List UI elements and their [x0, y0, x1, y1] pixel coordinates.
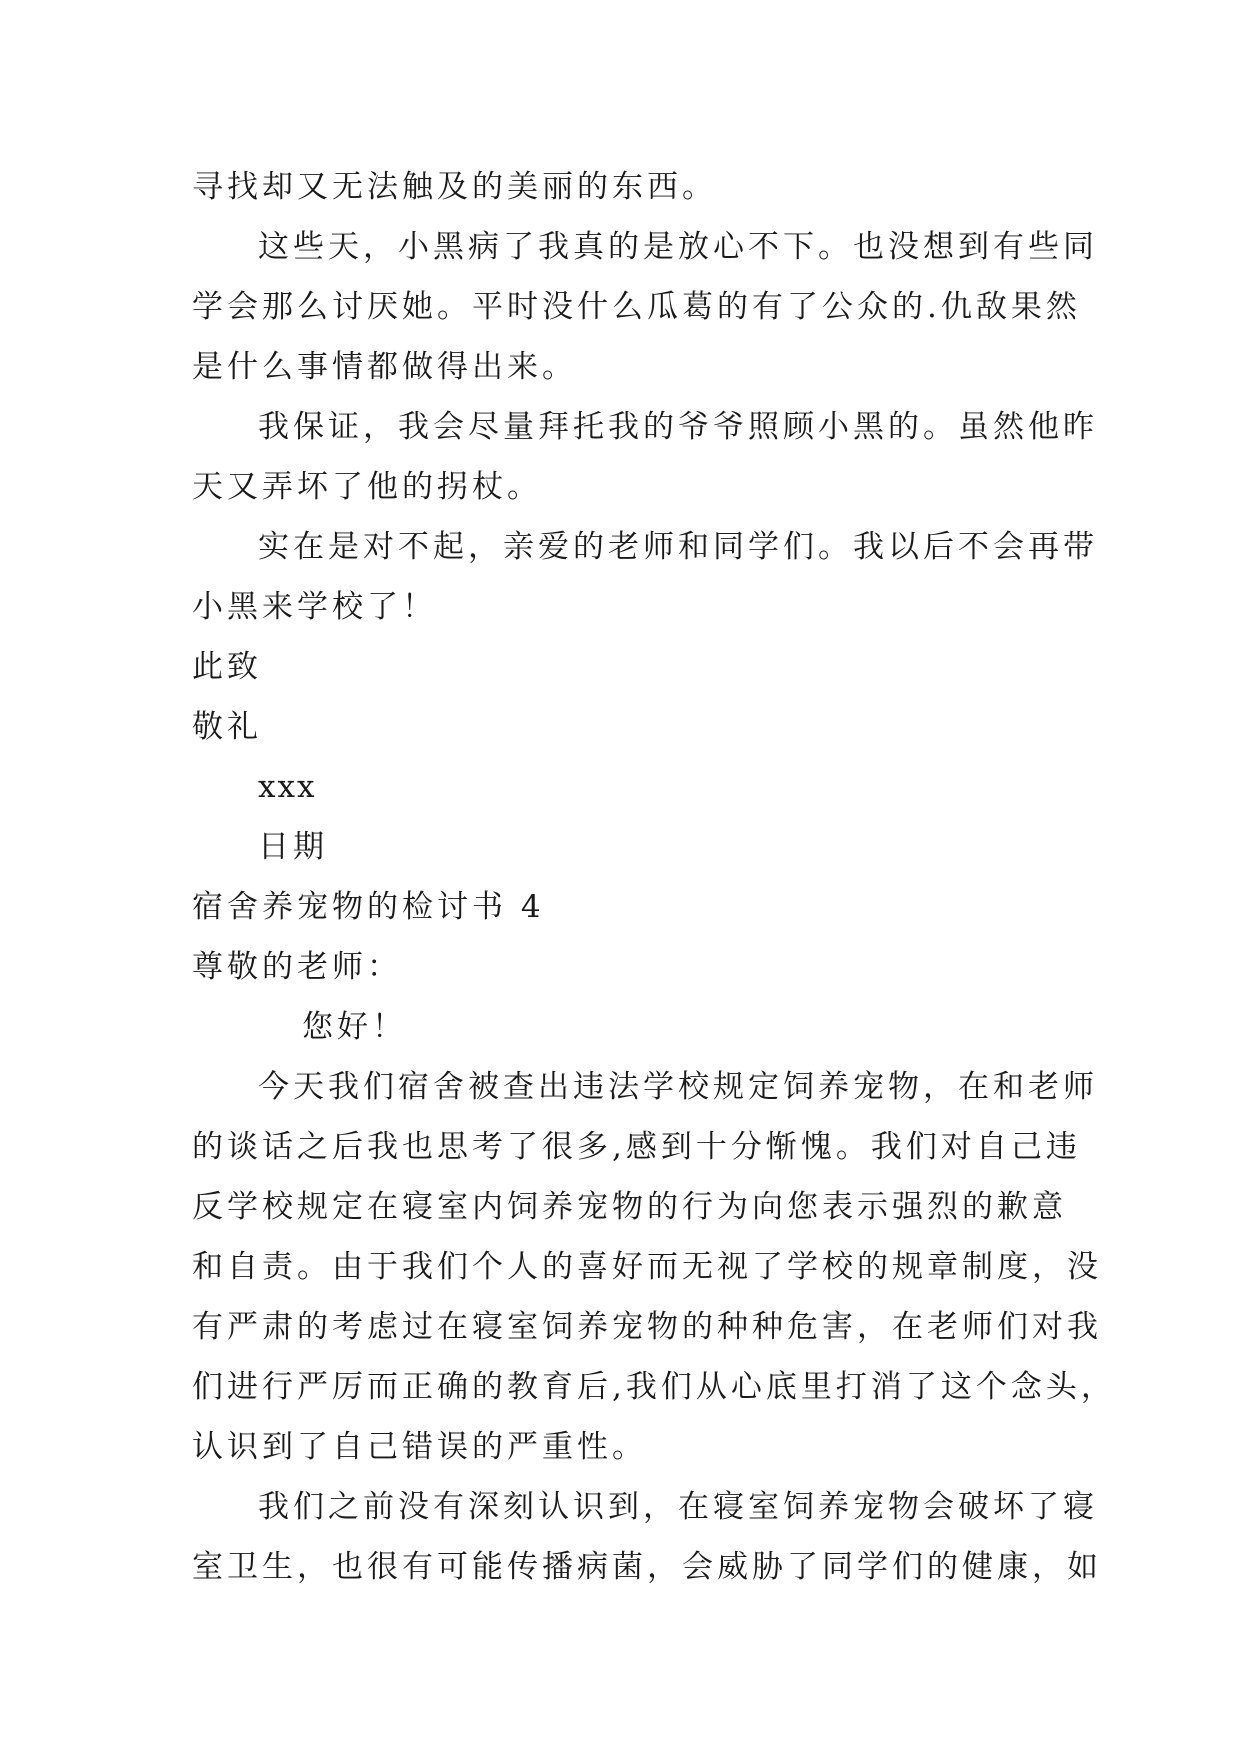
- paragraph-line: 室卫生，也很有可能传播病菌，会威胁了同学们的健康，如: [192, 1549, 1102, 1585]
- paragraph-line: 寻找却又无法触及的美丽的东西。: [192, 169, 717, 205]
- section-title: 宿舍养宠物的检讨书 4: [192, 889, 545, 925]
- paragraph-line: 认识到了自己错误的严重性。: [192, 1429, 647, 1465]
- signature-name: xxx: [258, 769, 317, 805]
- paragraph-line: 的谈话之后我也思考了很多,感到十分惭愧。我们对自己违: [192, 1129, 1081, 1165]
- closing-salutation: 此致: [192, 649, 262, 685]
- paragraph-line: 今天我们宿舍被查出违法学校规定饲养宠物，在和老师: [258, 1069, 1098, 1105]
- letter-greeting: 尊敬的老师：: [192, 949, 402, 985]
- signature-date: 日期: [258, 829, 328, 865]
- paragraph-line: 学会那么讨厌她。平时没什么瓜葛的有了公众的.仇敌果然: [192, 289, 1081, 325]
- paragraph-line: 们进行严厉而正确的教育后,我们从心底里打消了这个念头，: [192, 1369, 1116, 1405]
- paragraph-line: 天又弄坏了他的拐杖。: [192, 469, 542, 505]
- paragraph-line: 这些天，小黑病了我真的是放心不下。也没想到有些同: [258, 229, 1098, 265]
- document-body: [192, 157, 1116, 1597]
- paragraph-line: 反学校规定在寝室内饲养宠物的行为向您表示强烈的歉意: [192, 1189, 1067, 1225]
- paragraph-line: 实在是对不起，亲爱的老师和同学们。我以后不会再带: [258, 529, 1098, 565]
- paragraph-line: 有严肃的考虑过在寝室饲养宠物的种种危害，在老师们对我: [192, 1309, 1102, 1345]
- closing-regards: 敬礼: [192, 709, 262, 745]
- paragraph-line: 和自责。由于我们个人的喜好而无视了学校的规章制度，没: [192, 1249, 1102, 1285]
- paragraph-line: 我们之前没有深刻认识到，在寝室饲养宠物会破坏了寝: [258, 1489, 1098, 1525]
- paragraph-line: 是什么事情都做得出来。: [192, 349, 577, 385]
- paragraph-line: 我保证，我会尽量拜托我的爷爷照顾小黑的。虽然他昨: [258, 409, 1098, 445]
- letter-hello: 您好！: [302, 1009, 407, 1045]
- paragraph-line: 小黑来学校了！: [192, 589, 437, 625]
